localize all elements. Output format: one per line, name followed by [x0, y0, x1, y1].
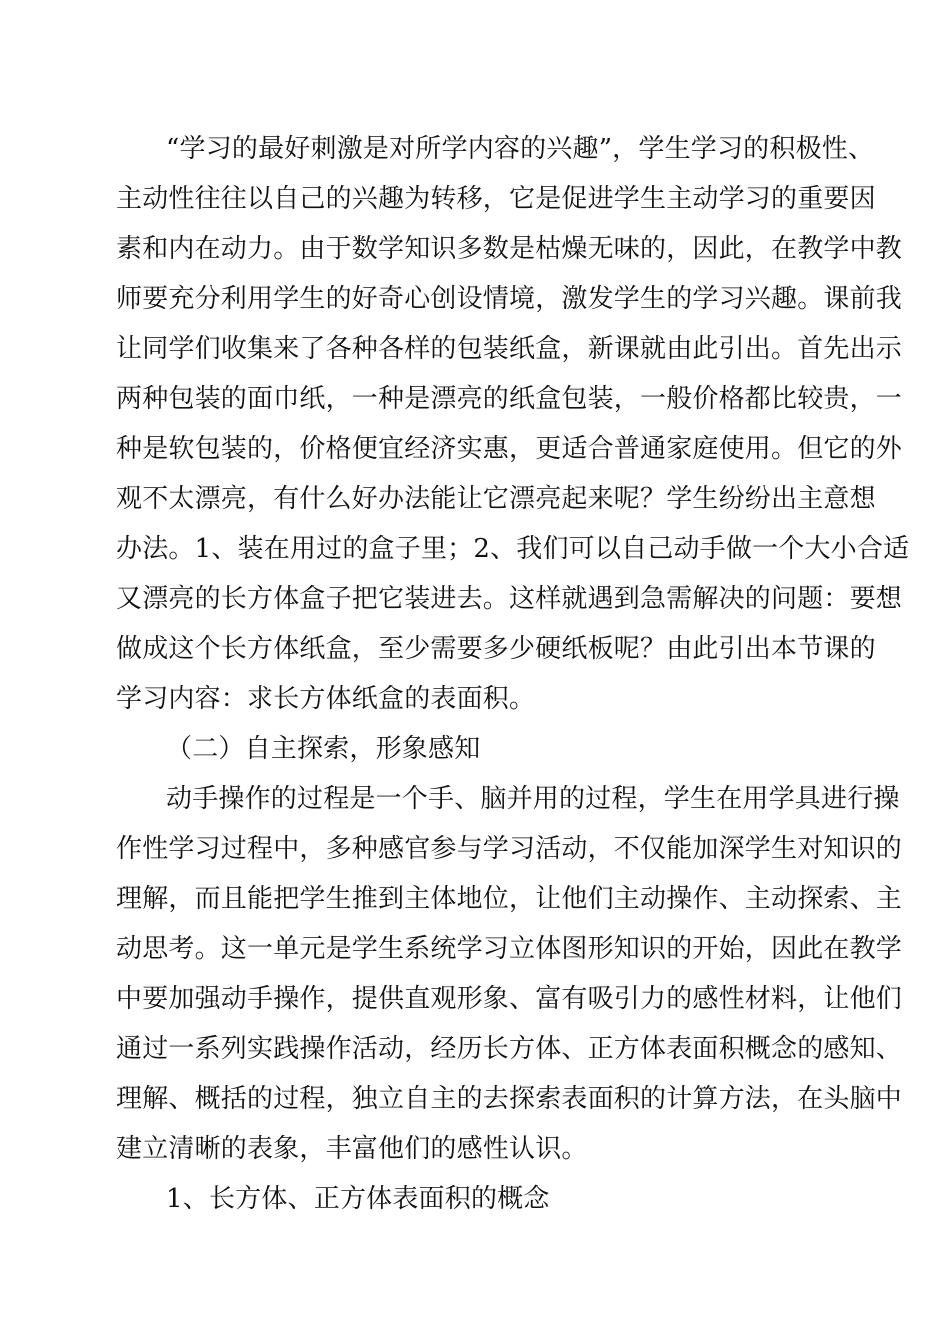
paragraph-1-line: 素和内在动力。由于数学知识多数是枯燥无味的，因此，在教学中教 [116, 234, 903, 264]
document-body [116, 124, 910, 1224]
subsection-heading: 1、长方体、正方体表面积的概念 [166, 1184, 550, 1214]
paragraph-2-line: 建立清晰的表象，丰富他们的感性认识。 [116, 1134, 588, 1164]
paragraph-1-line: 种是软包装的，价格便宜经济实惠，更适合普通家庭使用。但它的外 [116, 434, 903, 464]
paragraph-1-line: 观不太漂亮，有什么好办法能让它漂亮起来呢？学生纷纷出主意想 [116, 484, 876, 514]
paragraph-1-line: 学习内容：求长方体纸盒的表面积。 [116, 684, 536, 714]
paragraph-2-line: 动思考。这一单元是学生系统学习立体图形知识的开始，因此在教学 [116, 934, 903, 964]
paragraph-2-line: 动手操作的过程是一个手、脑并用的过程，学生在用学具进行操 [166, 784, 900, 814]
paragraph-2-line: 中要加强动手操作，提供直观形象、富有吸引力的感性材料，让他们 [116, 984, 903, 1014]
paragraph-1-line: 两种包装的面巾纸，一种是漂亮的纸盒包装，一般价格都比较贵，一 [116, 384, 903, 414]
paragraph-1-line: 主动性往往以自己的兴趣为转移，它是促进学生主动学习的重要因 [116, 184, 876, 214]
paragraph-2-line: 理解、概括的过程，独立自主的去探索表面积的计算方法，在头脑中 [116, 1084, 903, 1114]
paragraph-1-line: 师要充分利用学生的好奇心创设情境，激发学生的学习兴趣。课前我 [116, 284, 903, 314]
paragraph-2-line: 通过一系列实践操作活动，经历长方体、正方体表面积概念的感知、 [116, 1034, 903, 1064]
paragraph-1-line: 办法。1、装在用过的盒子里；2、我们可以自己动手做一个大小合适 [116, 534, 910, 564]
paragraph-1-line: 做成这个长方体纸盒，至少需要多少硬纸板呢？由此引出本节课的 [116, 634, 876, 664]
paragraph-1-line: 让同学们收集来了各种各样的包装纸盒，新课就由此引出。首先出示 [116, 334, 903, 364]
paragraph-1-line: “学习的最好刺激是对所学内容的兴趣”，学生学习的积极性、 [166, 134, 875, 164]
section-heading: （二）自主探索，形象感知 [166, 734, 481, 764]
paragraph-1-line: 又漂亮的长方体盒子把它装进去。这样就遇到急需解决的问题：要想 [116, 584, 903, 614]
paragraph-2-line: 理解，而且能把学生推到主体地位，让他们主动操作、主动探索、主 [116, 884, 903, 914]
paragraph-2-line: 作性学习过程中，多种感官参与学习活动，不仅能加深学生对知识的 [116, 834, 903, 864]
